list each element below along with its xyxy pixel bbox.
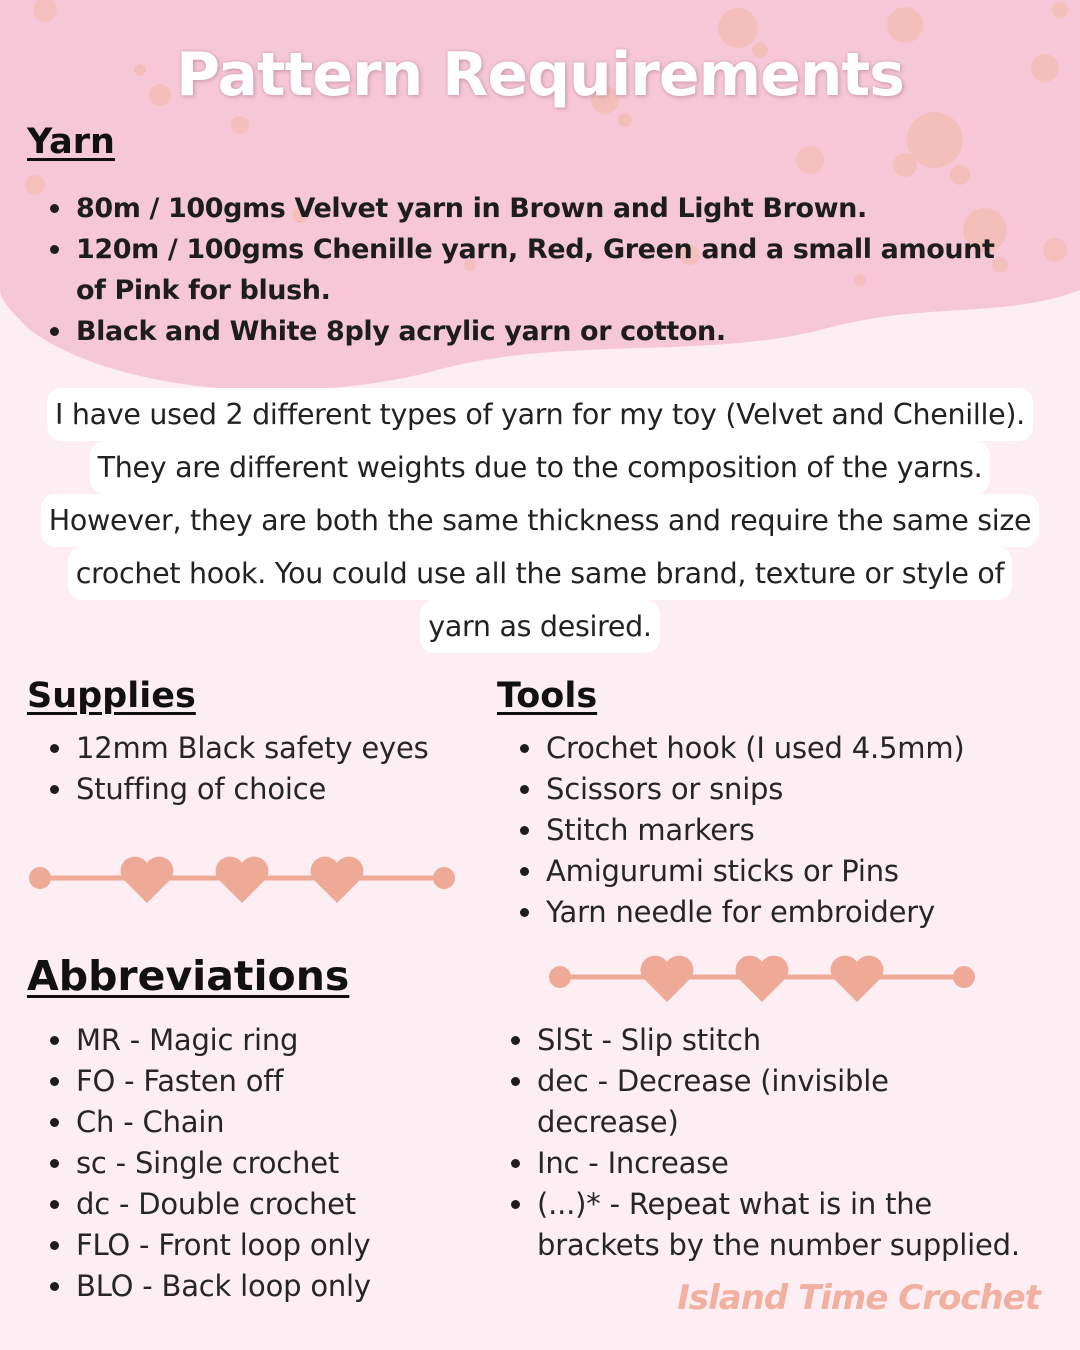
heart-icon — [641, 956, 694, 1002]
list-item: 120m / 100gms Chenille yarn, Red, Green and a small amount of Pink for blush. — [26, 229, 1006, 311]
list-item: SlSt - Slip stitch — [487, 1020, 1037, 1061]
heart-icon — [121, 857, 174, 903]
tools-heading: Tools — [497, 676, 598, 716]
list-item: sc - Single crochet — [26, 1143, 486, 1184]
yarn-list — [26, 188, 1036, 352]
list-item: (...)* - Repeat what is in the brackets by the number supplied. — [487, 1184, 1037, 1266]
list-item: Stuffing of choice — [26, 769, 466, 810]
list-item: FO - Fasten off — [26, 1061, 486, 1102]
page-title: Pattern Requirements — [176, 40, 904, 110]
list-item: Ch - Chain — [26, 1102, 486, 1143]
note-line: They are different weights due to the composition of the yarns. — [90, 441, 991, 494]
heart-icon — [216, 857, 269, 903]
abbreviations-heading: Abbreviations — [27, 952, 350, 1000]
list-item: FLO - Front loop only — [26, 1225, 486, 1266]
list-item: Crochet hook (I used 4.5mm) — [496, 728, 1056, 769]
heart-icon — [311, 857, 364, 903]
note-line: However, they are both the same thickness and require the same size — [41, 494, 1040, 547]
list-item: MR - Magic ring — [26, 1020, 486, 1061]
list-item: 80m / 100gms Velvet yarn in Brown and Light Brown. — [26, 188, 1036, 229]
yarn-note — [0, 388, 1080, 653]
list-item: dc - Double crochet — [26, 1184, 486, 1225]
list-item: Yarn needle for embroidery — [496, 892, 1056, 933]
yarn-heading: Yarn — [27, 122, 115, 162]
note-line: I have used 2 different types of yarn for my toy (Velvet and Chenille). — [47, 388, 1033, 441]
abbreviations-list-left — [26, 1020, 486, 1307]
supplies-heading: Supplies — [27, 676, 196, 716]
list-item: BLO - Back loop only — [26, 1266, 486, 1307]
tools-list — [496, 728, 1056, 933]
list-item: 12mm Black safety eyes — [26, 728, 466, 769]
list-item: Amigurumi sticks or Pins — [496, 851, 1056, 892]
heart-divider-right — [548, 952, 980, 1006]
list-item: Inc - Increase — [487, 1143, 1037, 1184]
supplies-list — [26, 728, 466, 810]
heart-icon — [736, 956, 789, 1002]
list-item: Scissors or snips — [496, 769, 1056, 810]
heart-icon — [831, 956, 884, 1002]
note-line: yarn as desired. — [420, 600, 659, 653]
list-item: Black and White 8ply acrylic yarn or cotton. — [26, 311, 1036, 352]
note-line: crochet hook. You could use all the same brand, texture or style of — [68, 547, 1013, 600]
list-item: Stitch markers — [496, 810, 1056, 851]
brand-logo: Island Time Crochet — [677, 1278, 1040, 1318]
abbreviations-list-right — [487, 1020, 1037, 1266]
list-item: dec - Decrease (invisible decrease) — [487, 1061, 937, 1143]
heart-divider-left — [28, 853, 460, 907]
